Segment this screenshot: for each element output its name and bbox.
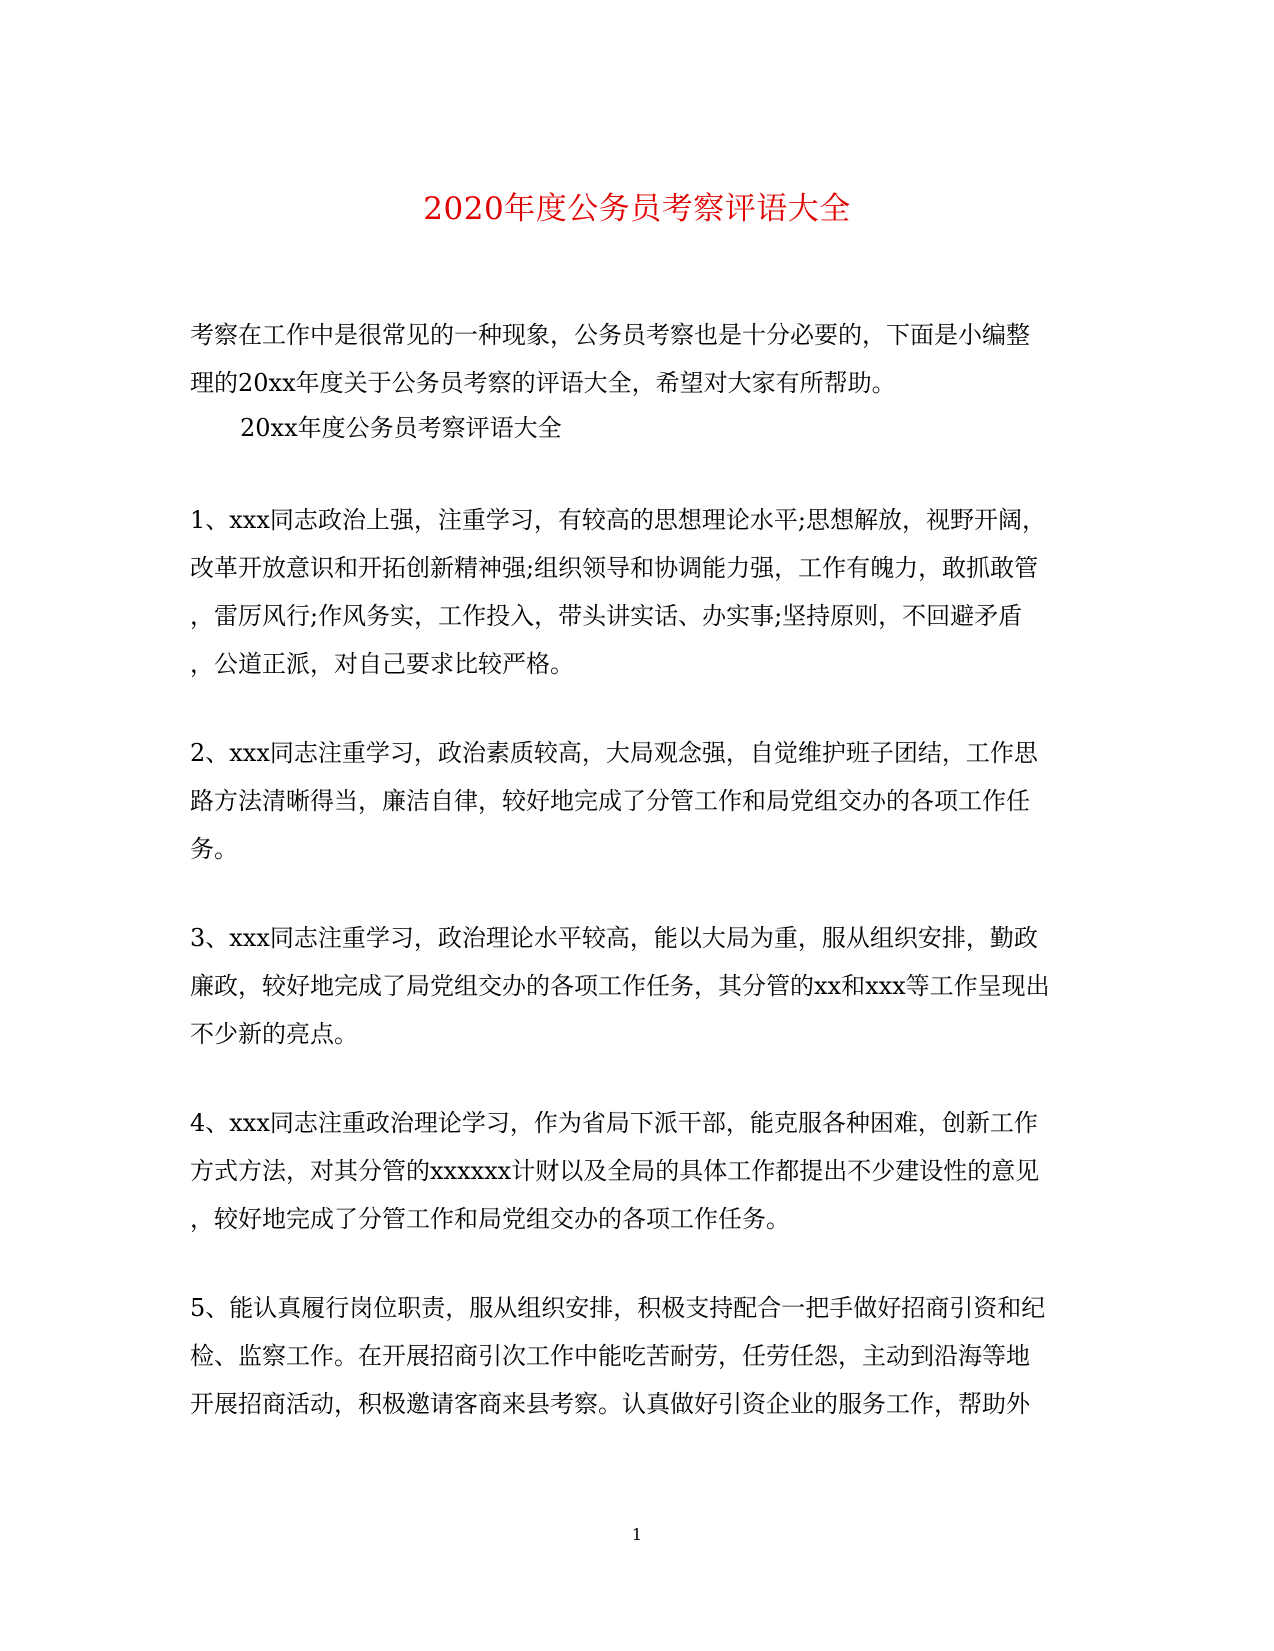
paragraph-line: 开展招商活动，积极邀请客商来县考察。认真做好引资企业的服务工作，帮助外 <box>190 1390 1030 1418</box>
intro-line: 理的20xx年度关于公务员考察的评语大全，希望对大家有所帮助。 <box>190 369 896 397</box>
paragraph-line: 3、xxx同志注重学习，政治理论水平较高，能以大局为重，服从组织安排，勤政 <box>190 924 1038 952</box>
section-subheading: 20xx年度公务员考察评语大全 <box>240 414 562 442</box>
evaluation-item-1 <box>190 496 1080 688</box>
paragraph-line: ，雷厉风行;作风务实，工作投入，带头讲实话、办实事;坚持原则，不回避矛盾 <box>190 602 1023 630</box>
paragraph-line: 路方法清晰得当，廉洁自律，较好地完成了分管工作和局党组交办的各项工作任 <box>190 787 1030 815</box>
evaluation-item-4 <box>190 1099 1080 1243</box>
paragraph-line: 廉政，较好地完成了局党组交办的各项工作任务，其分管的xx和xxx等工作呈现出 <box>190 972 1050 1000</box>
paragraph-line: ，较好地完成了分管工作和局党组交办的各项工作任务。 <box>190 1205 790 1233</box>
evaluation-item-2 <box>190 729 1080 873</box>
page-number: 1 <box>631 1525 643 1544</box>
paragraph-line: 不少新的亮点。 <box>190 1020 358 1048</box>
paragraph-line: 5、能认真履行岗位职责，服从组织安排，积极支持配合一把手做好招商引资和纪 <box>190 1294 1046 1322</box>
paragraph-line: 检、监察工作。在开展招商引次工作中能吃苦耐劳，任劳任怨，主动到沿海等地 <box>190 1342 1030 1370</box>
paragraph-line: 改革开放意识和开拓创新精神强;组织领导和协调能力强，工作有魄力，敢抓敢管 <box>190 554 1039 582</box>
document-title: 2020年度公务员考察评语大全 <box>423 190 851 227</box>
paragraph-line: 方式方法，对其分管的xxxxxx计财以及全局的具体工作都提出不少建设性的意见 <box>190 1157 1040 1185</box>
evaluation-item-5 <box>190 1284 1080 1428</box>
paragraph-line: 务。 <box>190 835 238 863</box>
paragraph-line: 4、xxx同志注重政治理论学习，作为省局下派干部，能克服各种困难，创新工作 <box>190 1109 1038 1137</box>
paragraph-line: 2、xxx同志注重学习，政治素质较高，大局观念强，自觉维护班子团结，工作思 <box>190 739 1038 767</box>
intro-line: 考察在工作中是很常见的一种现象，公务员考察也是十分必要的，下面是小编整 <box>190 321 1030 349</box>
evaluation-item-3 <box>190 914 1080 1058</box>
intro-paragraph <box>190 311 1080 407</box>
paragraph-line: ，公道正派，对自己要求比较严格。 <box>190 650 574 678</box>
paragraph-line: 1、xxx同志政治上强，注重学习，有较高的思想理论水平;思想解放，视野开阔， <box>190 506 1046 534</box>
